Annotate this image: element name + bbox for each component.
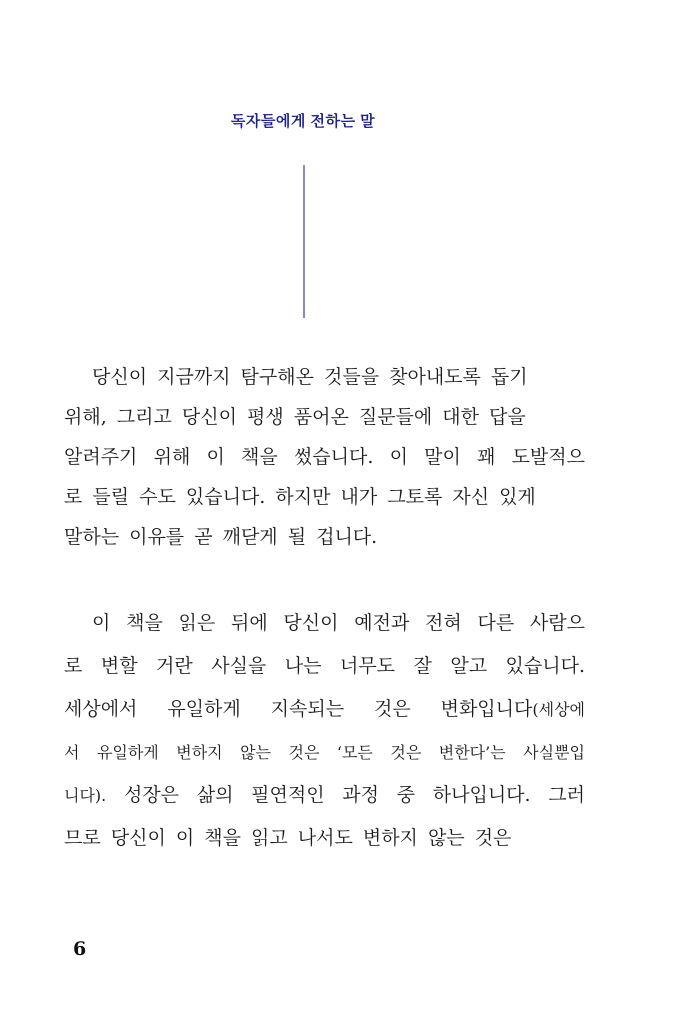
chapter-title: 독자들에게 전하는 말 bbox=[230, 113, 376, 130]
text-line-content-annotation: 서 유일하게 변하지 않는 것은 ‘모든 것은 변한다’는 사실뿐입 bbox=[64, 743, 585, 762]
text-line-content-annotation: (세상에 bbox=[532, 700, 585, 719]
text-line-content: 로 변할 거란 사실을 나는 너무도 잘 알고 있습니다. bbox=[64, 655, 585, 677]
text-line bbox=[64, 731, 585, 774]
text-line bbox=[64, 817, 585, 860]
page-number: 6 bbox=[73, 938, 87, 960]
text-line bbox=[64, 477, 585, 517]
text-line bbox=[64, 774, 585, 817]
text-line-content-annotation: 니다). bbox=[64, 786, 107, 805]
text-line bbox=[64, 517, 585, 557]
text-line bbox=[64, 397, 585, 437]
body-paragraph-2 bbox=[64, 602, 585, 860]
text-line-content: 이 책을 읽은 뒤에 당신이 예전과 전혀 다른 사람으 bbox=[92, 612, 585, 634]
text-line-content: 로 들릴 수도 있습니다. 하지만 내가 그토록 자신 있게 bbox=[64, 486, 536, 508]
text-line bbox=[64, 688, 585, 731]
text-line-content: 위해, 그리고 당신이 평생 품어온 질문들에 대한 답을 bbox=[64, 406, 526, 428]
text-line bbox=[64, 602, 585, 645]
text-line bbox=[64, 645, 585, 688]
body-paragraph-1 bbox=[64, 357, 585, 557]
text-line-content: 알려주기 위해 이 책을 썼습니다. 이 말이 꽤 도발적으 bbox=[64, 446, 585, 468]
text-line-content: 므로 당신이 이 책을 읽고 나서도 변하지 않는 것은 bbox=[64, 827, 512, 849]
text-line bbox=[64, 437, 585, 477]
text-line bbox=[64, 357, 585, 397]
text-line-content: 당신이 지금까지 탐구해온 것들을 찾아내도록 돕기 bbox=[92, 366, 528, 388]
vertical-divider-line bbox=[303, 165, 305, 318]
text-line-content: 성장은 삶의 필연적인 과정 중 하나입니다. 그러 bbox=[106, 784, 585, 806]
text-line-content: 세상에서 유일하게 지속되는 것은 변화입니다 bbox=[64, 698, 533, 720]
text-line-content: 말하는 이유를 곧 깨닫게 될 겁니다. bbox=[64, 526, 378, 548]
